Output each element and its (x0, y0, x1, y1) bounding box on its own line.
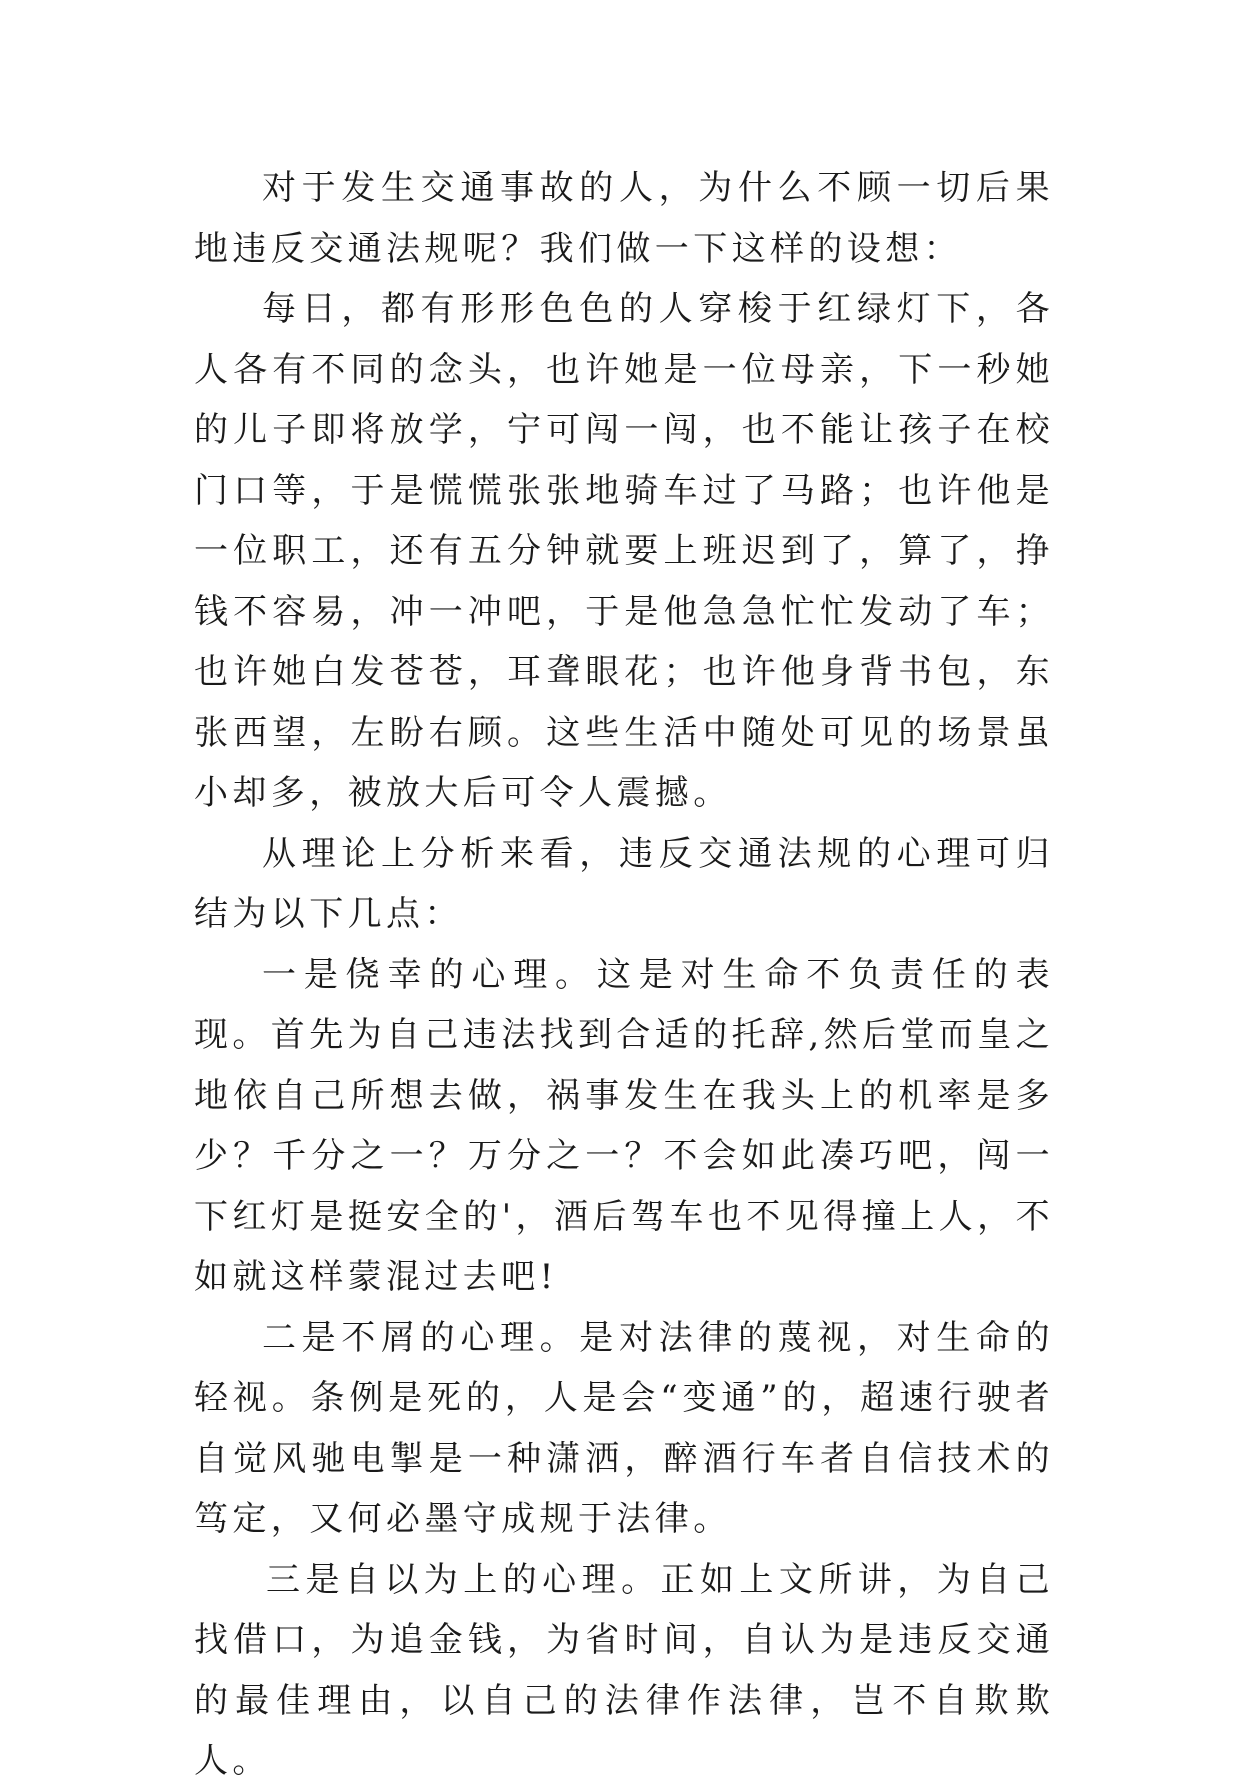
paragraph-3: 从理论上分析来看，违反交通法规的心理可归结为以下几点： (194, 833, 1054, 934)
paragraph-2: 每日，都有形形色色的人穿梭于红绿灯下，各人各有不同的念头，也许她是一位母亲，下一秒她的儿子即将放学，宁可闯一闯，也不能让孩子在校门口等，于是慌慌张张地骑车过了马路；也许他是一位职工，还有五分钟就要上班迟到了，算了，挣钱不容易，冲一冲吧，于是他急急忙忙发动了车；也许她白发苍苍，耳聋眼花；也许他身背书包，东张西望，左盼右顾。这些生活中随处可见的场景虽小却多，被放大后可令人震撼。 (194, 289, 1054, 813)
paragraph-1: 对于发生交通事故的人，为什么不顾一切后果地违反交通法规呢？我们做一下这样的设想： (194, 168, 1054, 269)
paragraph-4: 一是侥幸的心理。这是对生命不负责任的表现。首先为自己违法找到合适的托辞,然后堂而皇之地依自己所想去做，祸事发生在我头上的机率是多少？千分之一？万分之一？不会如此凑巧吧，闯一下红灯是挺安全的'，酒后驾车也不见得撞上人，不如就这样蒙混过去吧! (194, 954, 1055, 1297)
paragraph-5: 二是不屑的心理。是对法律的蔑视，对生命的轻视。条例是死的，人是会“变通”的，超速行驶者自觉风驰电掣是一种潇洒，醉酒行车者自信技术的笃定，又何必墨守成规于法律。 (194, 1317, 1054, 1539)
paragraph-6: 三是自以为上的心理。正如上文所讲，为自己找借口，为追金钱，为省时间，自认为是违反交通的最佳理由，以自己的法律作法律，岂不自欺欺人。 (194, 1559, 1054, 1781)
document-body (194, 158, 1054, 1792)
